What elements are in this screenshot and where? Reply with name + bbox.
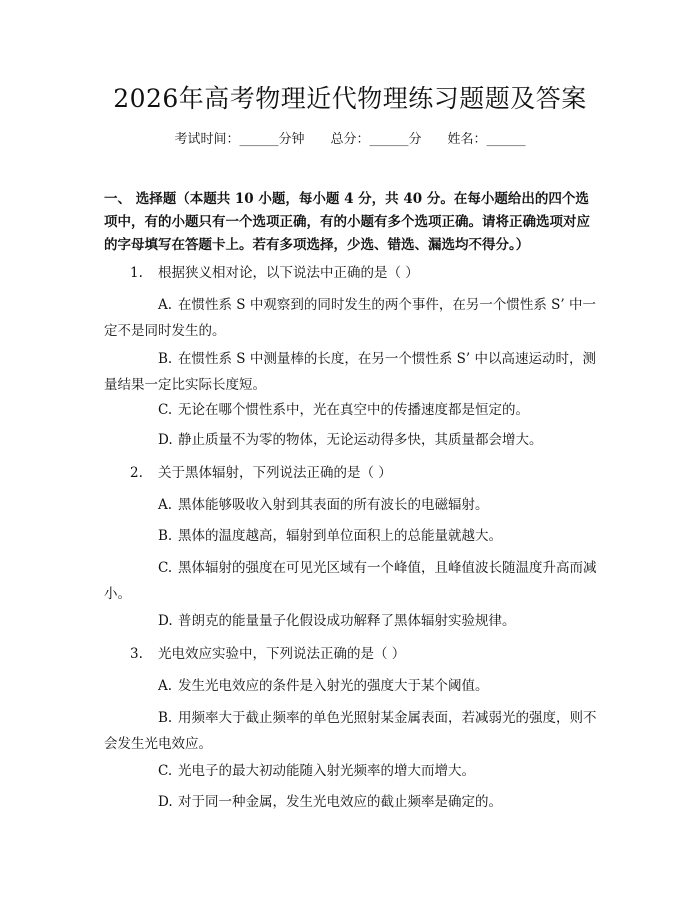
question-1-stem xyxy=(130,262,419,284)
option-label: D. xyxy=(158,613,173,629)
question-text: 光电效应实验中，下列说法正确的是（ ） xyxy=(158,646,406,662)
option-text: 无论在哪个惯性系中，光在真空中的传播速度都是恒定的。 xyxy=(178,402,529,418)
option-label: D. xyxy=(158,794,173,810)
question-number: 2. xyxy=(130,465,143,481)
page-title: 2026年高考物理近代物理练习题题及答案 xyxy=(113,84,587,113)
option-label: B. xyxy=(158,528,173,544)
option-text: 用频率大于截止频率的单色光照射某金属表面，若减弱光的强度，则不会发生光电效应。 xyxy=(104,710,597,752)
question-number: 1. xyxy=(130,265,143,281)
question-2-option-b xyxy=(104,523,600,549)
option-text: 在惯性系 S 中观察到的同时发生的两个事件，在另一个惯性系 S’ 中一定不是同时发生的。 xyxy=(104,297,596,339)
question-3-stem xyxy=(130,643,405,665)
question-1-option-c xyxy=(104,397,600,423)
exam-time: 考试时间：______分钟 xyxy=(174,132,305,147)
question-3-option-a xyxy=(104,673,600,699)
option-text: 发生光电效应的条件是入射光的强度大于某个阈值。 xyxy=(178,678,489,694)
exam-meta xyxy=(0,130,700,150)
question-3-option-d xyxy=(104,789,600,815)
option-label: A. xyxy=(158,497,173,513)
section-heading: 一、 选择题（本题共 10 小题，每小题 4 分，共 40 分。在每小题给出的四个选项中，有的小题只有一个选项正确，有的小题有多个选项正确。请将正确选项对应的字母填写在答题卡上。若有多项选择，少选、错选、漏选均不得分。） xyxy=(104,191,590,253)
option-text: 在惯性系 S 中测量棒的长度，在另一个惯性系 S’ 中以高速运动时，测量结果一定比实际长度短。 xyxy=(104,351,596,393)
question-1-option-a xyxy=(104,292,600,344)
option-label: A. xyxy=(158,678,173,694)
question-3-option-b xyxy=(104,705,600,757)
option-text: 静止质量不为零的物体，无论运动得多快，其质量都会增大。 xyxy=(178,432,543,448)
exam-score: 总分：______分 xyxy=(330,132,422,147)
question-2-stem xyxy=(130,462,392,484)
option-label: A. xyxy=(158,297,173,313)
option-text: 黑体的温度越高，辐射到单位面积上的总能量就越大。 xyxy=(178,528,502,544)
question-text: 根据狭义相对论，以下说法中正确的是（ ） xyxy=(158,265,419,281)
option-label: D. xyxy=(158,432,173,448)
question-2-option-d xyxy=(104,608,600,634)
option-label: B. xyxy=(158,351,173,367)
option-text: 对于同一种金属，发生光电效应的截止频率是确定的。 xyxy=(178,794,502,810)
question-text: 关于黑体辐射，下列说法正确的是（ ） xyxy=(158,465,392,481)
option-label: C. xyxy=(158,560,173,576)
option-text: 黑体辐射的强度在可见光区域有一个峰值，且峰值波长随温度升高而减小。 xyxy=(104,560,597,602)
question-2-option-a xyxy=(104,492,600,518)
question-number: 3. xyxy=(130,646,143,662)
option-text: 光电子的最大初动能随入射光频率的增大而增大。 xyxy=(178,763,475,779)
question-3-option-c xyxy=(104,758,600,784)
option-label: B. xyxy=(158,710,173,726)
option-text: 黑体能够吸收入射到其表面的所有波长的电磁辐射。 xyxy=(178,497,489,513)
question-1-option-b xyxy=(104,346,600,398)
option-text: 普朗克的能量量子化假设成功解释了黑体辐射实验规律。 xyxy=(178,613,516,629)
option-label: C. xyxy=(158,763,173,779)
question-1-option-d xyxy=(104,427,600,453)
question-2-option-c xyxy=(104,555,600,607)
exam-name: 姓名：______ xyxy=(447,132,526,147)
option-label: C. xyxy=(158,402,173,418)
